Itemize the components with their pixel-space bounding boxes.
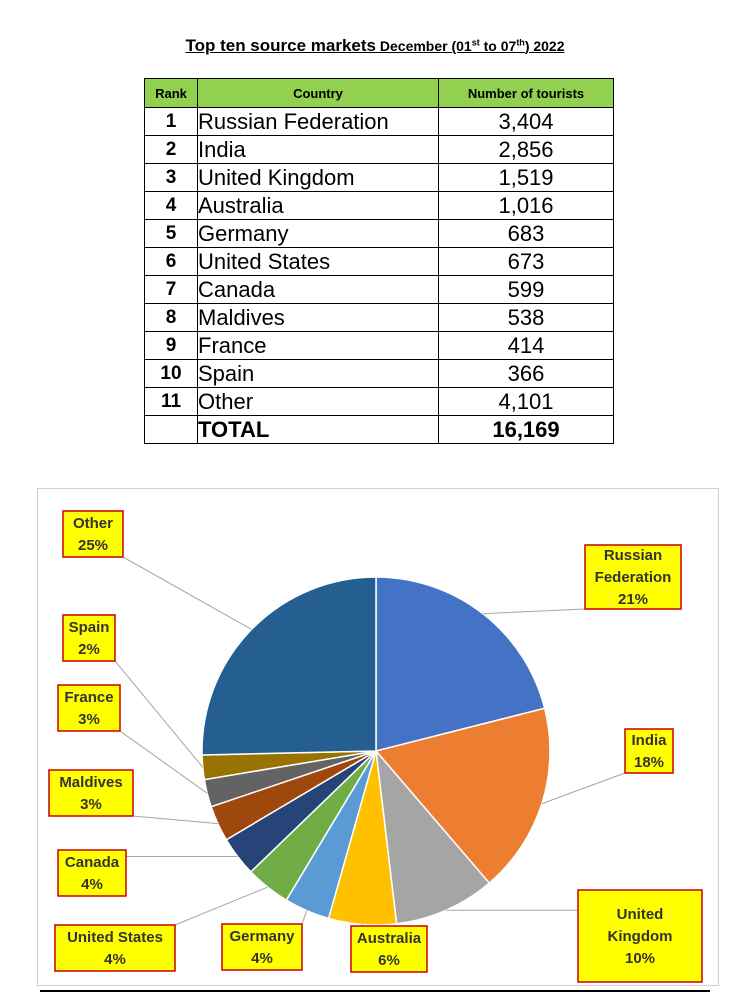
rank-cell: 6 xyxy=(145,248,198,276)
title-date-range: December (01st to 07th) 2022 xyxy=(376,37,565,54)
tourists-cell: 414 xyxy=(439,332,614,360)
leader-line xyxy=(175,887,268,925)
table-row xyxy=(145,248,614,276)
tourists-cell: 1,519 xyxy=(439,164,614,192)
data-label-text: 25% xyxy=(77,537,109,554)
data-label-text: 3% xyxy=(80,796,102,813)
data-label-text: 3% xyxy=(78,711,100,728)
data-label-text: 21% xyxy=(617,591,649,608)
country-cell: Russian Federation xyxy=(198,108,439,136)
country-cell: Australia xyxy=(198,192,439,220)
table-row xyxy=(145,108,614,136)
title-main: Top ten source markets xyxy=(185,36,376,55)
rank-cell: 1 xyxy=(145,108,198,136)
data-label-germany xyxy=(222,924,302,970)
data-label-text: France xyxy=(64,689,114,706)
leader-line xyxy=(483,609,585,614)
data-label-text: Germany xyxy=(229,928,295,945)
rank-cell: 10 xyxy=(145,360,198,388)
data-label-text: Federation xyxy=(594,569,672,586)
total-row xyxy=(145,416,614,444)
rank-cell: 2 xyxy=(145,136,198,164)
rank-cell: 3 xyxy=(145,164,198,192)
header-tourists: Number of tourists xyxy=(439,79,614,108)
total-tourists: 16,169 xyxy=(439,416,614,444)
data-label-text: India xyxy=(631,732,667,749)
data-label-text: 18% xyxy=(633,754,665,771)
tourists-cell: 683 xyxy=(439,220,614,248)
country-cell: India xyxy=(198,136,439,164)
data-label-text: Russian xyxy=(603,547,663,564)
data-label-text: United States xyxy=(67,929,163,946)
tourists-cell: 599 xyxy=(439,276,614,304)
tourists-cell: 4,101 xyxy=(439,388,614,416)
table-row xyxy=(145,304,614,332)
data-label-text: 10% xyxy=(624,950,656,967)
data-label-text: 2% xyxy=(78,641,100,658)
header-country: Country xyxy=(198,79,439,108)
leader-line xyxy=(133,816,218,824)
data-label-text: Spain xyxy=(68,619,110,636)
tourists-cell: 2,856 xyxy=(439,136,614,164)
pie-slice-other xyxy=(202,577,376,755)
data-label-text: Other xyxy=(72,515,114,532)
rank-cell: 9 xyxy=(145,332,198,360)
data-label-canada xyxy=(58,850,126,896)
data-label-united-kingdom xyxy=(578,890,702,982)
data-label-other xyxy=(63,511,123,557)
tourists-cell: 3,404 xyxy=(439,108,614,136)
table-row xyxy=(145,192,614,220)
tourists-cell: 366 xyxy=(439,360,614,388)
data-label-united-states xyxy=(55,925,175,971)
pie-chart xyxy=(38,489,718,985)
country-cell: Spain xyxy=(198,360,439,388)
data-label-australia xyxy=(351,926,427,972)
table-row xyxy=(145,388,614,416)
data-label-maldives xyxy=(49,770,133,816)
rank-cell: 4 xyxy=(145,192,198,220)
header-rank: Rank xyxy=(145,79,198,108)
data-label-france xyxy=(58,685,120,731)
country-cell: France xyxy=(198,332,439,360)
data-label-text: Canada xyxy=(64,854,120,871)
table-row xyxy=(145,136,614,164)
leader-line xyxy=(115,661,203,767)
rank-cell: 7 xyxy=(145,276,198,304)
data-label-russian-federation xyxy=(585,545,681,609)
pie-slices xyxy=(202,577,550,925)
table-row xyxy=(145,332,614,360)
data-label-text: United xyxy=(616,906,664,923)
leader-line xyxy=(302,911,307,924)
data-label-india xyxy=(625,729,673,773)
data-label-text: Australia xyxy=(356,930,422,947)
data-label-text: 4% xyxy=(81,876,103,893)
country-cell: Maldives xyxy=(198,304,439,332)
rank-cell: 8 xyxy=(145,304,198,332)
data-label-text: 6% xyxy=(378,952,400,969)
country-cell: United States xyxy=(198,248,439,276)
rank-cell: 11 xyxy=(145,388,198,416)
table-row xyxy=(145,164,614,192)
source-markets-table xyxy=(144,78,614,444)
data-label-text: Maldives xyxy=(59,774,123,791)
country-cell: United Kingdom xyxy=(198,164,439,192)
data-label-text: Kingdom xyxy=(607,928,673,945)
leader-line xyxy=(123,557,252,629)
total-rank-cell xyxy=(145,416,198,444)
data-label-text: 4% xyxy=(104,951,126,968)
total-label: TOTAL xyxy=(198,416,439,444)
tourists-cell: 1,016 xyxy=(439,192,614,220)
table-row xyxy=(145,360,614,388)
rank-cell: 5 xyxy=(145,220,198,248)
tourists-cell: 538 xyxy=(439,304,614,332)
country-cell: Germany xyxy=(198,220,439,248)
pie-chart-area xyxy=(37,488,719,986)
data-label-spain xyxy=(63,615,115,661)
table-row xyxy=(145,220,614,248)
data-label-text: 4% xyxy=(251,950,273,967)
bottom-divider xyxy=(40,990,710,992)
country-cell: Other xyxy=(198,388,439,416)
page-title xyxy=(0,36,750,56)
leader-line xyxy=(542,773,625,804)
country-cell: Canada xyxy=(198,276,439,304)
tourists-cell: 673 xyxy=(439,248,614,276)
table-header-row xyxy=(145,79,614,108)
table-row xyxy=(145,276,614,304)
